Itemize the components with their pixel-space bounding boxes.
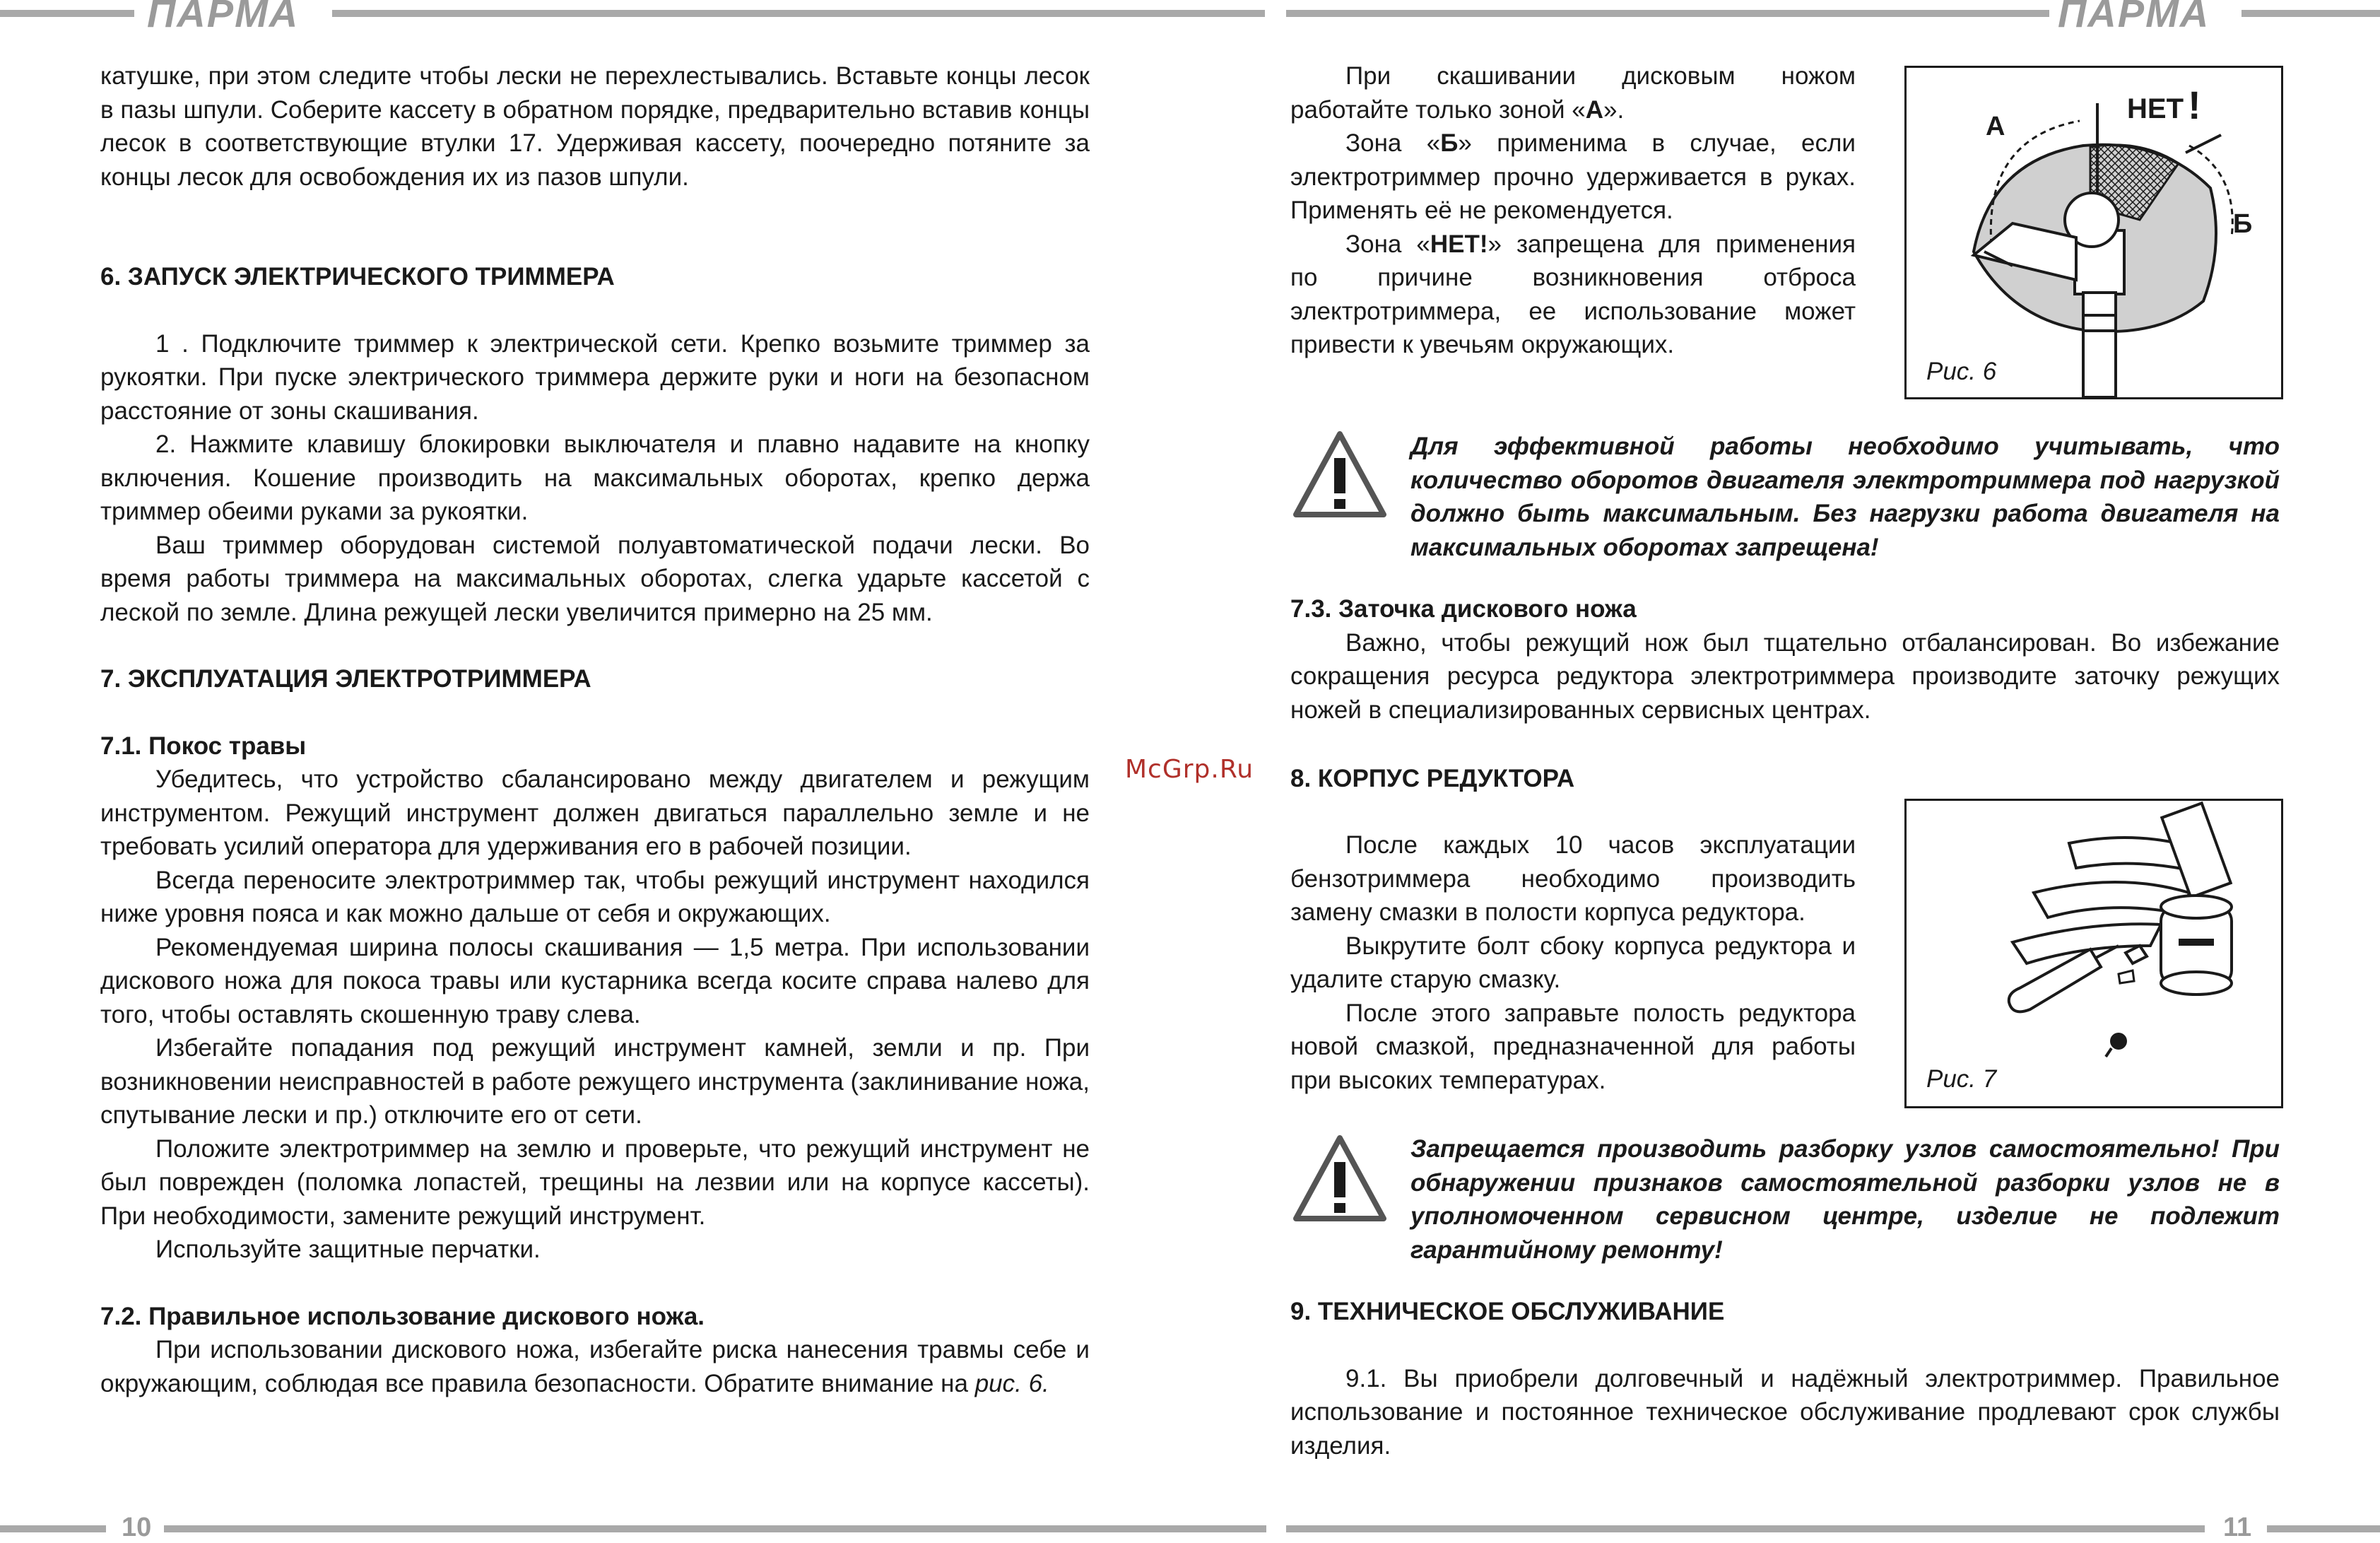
paragraph-text: Зона «	[1345, 230, 1430, 258]
paragraph-text: При использовании дискового ножа, избегайте риска нанесения травмы себе и окружающим, соблюдая все правила безопасности. Обратите внимание на	[100, 1336, 1090, 1397]
footer-rule-right-b	[2267, 1525, 2380, 1532]
paragraph: катушке, при этом следите чтобы лески не перехлестывались. Вставьте концы лесок в пазы шпули. Соберите кассету в обратном порядке, предварительно вставив концы лесок в соответствующие втулки 17. Удерживая кассету, поочередно потяните за концы лесок для освобождения их из пазов шпули.	[100, 62, 1090, 191]
paragraph: Избегайте попадания под режущий инструмент камней, земли и пр. При возникновении неисправностей в работе режущего инструмента (заклинивание ножа, спутывание лески и пр.) отключите его от сети.	[100, 1034, 1090, 1129]
subsection-heading-7-1: 7.1. Покос травы	[100, 732, 307, 760]
zone-label-a: А	[1986, 112, 2005, 141]
paragraph-text: » применима в случае, если электротриммер прочно удерживается в руках. Применять её не рекомендуется.	[1290, 129, 1856, 224]
paragraph: 1 . Подключите триммер к электрической сети. Крепко возьмите триммер за рукоятки. При пуске электрического триммера держите руки и ноги на безопасном расстояние от зоны скашивания.	[100, 329, 1090, 425]
section-heading-7: 7. ЭКСПЛУАТАЦИЯ ЭЛЕКТРОТРИММЕРА	[100, 665, 591, 693]
subsection-heading-7-2: 7.2. Правильное использование дискового ножа.	[100, 1302, 705, 1330]
paragraph: Используйте защитные перчатки.	[155, 1236, 541, 1263]
paragraph: После каждых 10 часов эксплуатации бензотриммера необходимо производить замену смазки в полости корпуса редуктора.	[1290, 831, 1856, 926]
warning-icon	[1290, 1132, 1389, 1228]
paragraph: Рекомендуемая ширина полосы скашивания — 1,5 метра. При использовании дискового ножа для покоса травы или кустарника всегда косите справа налево для того, чтобы оставлять скошенную траву слева.	[100, 933, 1090, 1028]
header-rule-right-a	[1286, 10, 2049, 17]
page-number-right: 11	[2223, 1513, 2252, 1542]
shaft	[2083, 293, 2116, 397]
disc-blade-zones-illustration	[1907, 68, 2281, 397]
brand-logo-left: ПАРМА	[147, 0, 300, 35]
subsection-heading-7-3: 7.3. Заточка дискового ножа	[1290, 595, 1637, 623]
warning-icon	[1290, 428, 1389, 524]
section-8-heading	[1290, 762, 1997, 796]
paragraph: 9.1. Вы приобрели долговечный и надёжный электротриммер. Правильное использование и постоянное техническое обслуживание продлевают срок службы изделия.	[1290, 1364, 2280, 1460]
zone-label-exclamation: !	[2188, 83, 2201, 127]
section-8-text	[1290, 828, 1856, 1097]
paragraph: 2. Нажмите клавишу блокировки выключателя и плавно надавите на кнопку включения. Кошение производить на максимальных оборотах, крепко держа триммер обеими руками за рукоятки.	[100, 430, 1090, 525]
zone-divider	[2186, 135, 2221, 153]
screw	[2110, 1033, 2127, 1050]
figure-7	[1904, 799, 2283, 1108]
footer-rule-left-b	[164, 1525, 1266, 1532]
section-7-3	[1290, 592, 2280, 727]
warning-text-2	[1410, 1132, 2280, 1267]
paragraph-text: ».	[1603, 95, 1625, 124]
footer-rule-right-a	[1286, 1525, 2205, 1532]
zone-label: НЕТ!	[1430, 230, 1488, 258]
paragraph: После этого заправьте полость редуктора новой смазкой, предназначенной для работы при высоких температурах.	[1290, 999, 1856, 1094]
paragraph: Убедитесь, что устройство сбалансировано между двигателем и режущим инструментом. Режущий инструмент должен двигаться параллельно земле и не требовать усилий оператора для удерживания его в рабочей позиции.	[100, 765, 1090, 860]
section-9	[1290, 1295, 2280, 1462]
section-heading-9: 9. ТЕХНИЧЕСКОЕ ОБСЛУЖИВАНИЕ	[1290, 1298, 1725, 1325]
paragraph: Всегда переносите электротриммер так, чтобы режущий инструмент находился ниже уровня пояса и как можно дальше от себя и окружающих.	[100, 866, 1090, 927]
header-rule-left-b	[332, 10, 1265, 17]
figure-6-caption: Рис. 6	[1926, 358, 1997, 385]
paragraph	[1290, 59, 1856, 127]
figure-6	[1904, 66, 2283, 399]
brand-logo-right: ПАРМА	[2058, 0, 2210, 35]
washer	[2119, 970, 2134, 983]
watermark: McGrp.Ru	[1125, 755, 1254, 784]
bolt	[2126, 946, 2147, 963]
zone-label: Б	[1440, 129, 1459, 157]
paragraph-text: » запрещена для применения по причине возникновения отброса электротриммера, ее использование может привести к увечьям окружающих.	[1290, 230, 1856, 358]
left-column	[100, 59, 1090, 1400]
zone-text-block	[1290, 59, 1856, 362]
header-rule-right-b	[2241, 10, 2380, 17]
paragraph-text: Зона «	[1345, 129, 1441, 157]
page-number-left: 10	[122, 1513, 152, 1542]
paragraph: Ваш триммер оборудован системой полуавтоматической подачи лески. Во время работы триммера на максимальных оборотах, слегка ударьте кассетой с леской по земле. Длина режущей лески увеличится примерно на 25 мм.	[100, 531, 1090, 626]
zone-label-net: НЕТ	[2127, 93, 2184, 124]
header-rule-left-a	[0, 10, 134, 17]
section-heading-8: 8. КОРПУС РЕДУКТОРА	[1290, 765, 1575, 792]
figure-reference: рис. 6.	[974, 1369, 1049, 1397]
paragraph	[1290, 228, 1856, 362]
paragraph: Важно, чтобы режущий нож был тщательно отбалансирован. Во избежание сокращения ресурса редуктора электротриммера производите заточку режущих ножей в специализированных сервисных центрах.	[1290, 628, 2280, 724]
zone-label-b: Б	[2233, 209, 2253, 239]
section-heading-6: 6. ЗАПУСК ЭЛЕКТРИЧЕСКОГО ТРИММЕРА	[100, 263, 615, 291]
paragraph: Положите электротриммер на землю и проверьте, что режущий инструмент не был поврежден (поломка лопастей, трещины на лезвии или на корпусе кассеты). При необходимости, замените режущий инструмент.	[100, 1134, 1090, 1230]
paragraph	[1290, 127, 1856, 228]
warning-text-1	[1410, 430, 2280, 564]
zone-label: А	[1585, 95, 1603, 124]
figure-7-caption: Рис. 7	[1926, 1065, 1997, 1093]
gearbox-lubrication-illustration	[1907, 801, 2281, 1106]
paragraph-text: При скашивании дисковым ножом работайте только зоной «	[1290, 62, 1856, 124]
paragraph: Выкрутите болт сбоку корпуса редуктора и удалите старую смазку.	[1290, 932, 1856, 993]
warning-paragraph: Для эффективной работы необходимо учитывать, что количество оборотов двигателя электротриммера под нагрузкой должно быть максимальным. Без нагрузки работа двигателя на максимальных оборотах запрещена!	[1410, 433, 2280, 561]
footer-rule-left-a	[0, 1525, 106, 1532]
paragraph	[100, 1333, 1090, 1400]
warning-paragraph: Запрещается производить разборку узлов самостоятельно! При обнаружении признаков самостоятельной разборки узлов не в уполномоченном сервисном центре, изделие не подлежит гарантийному ремонту!	[1410, 1135, 2280, 1264]
